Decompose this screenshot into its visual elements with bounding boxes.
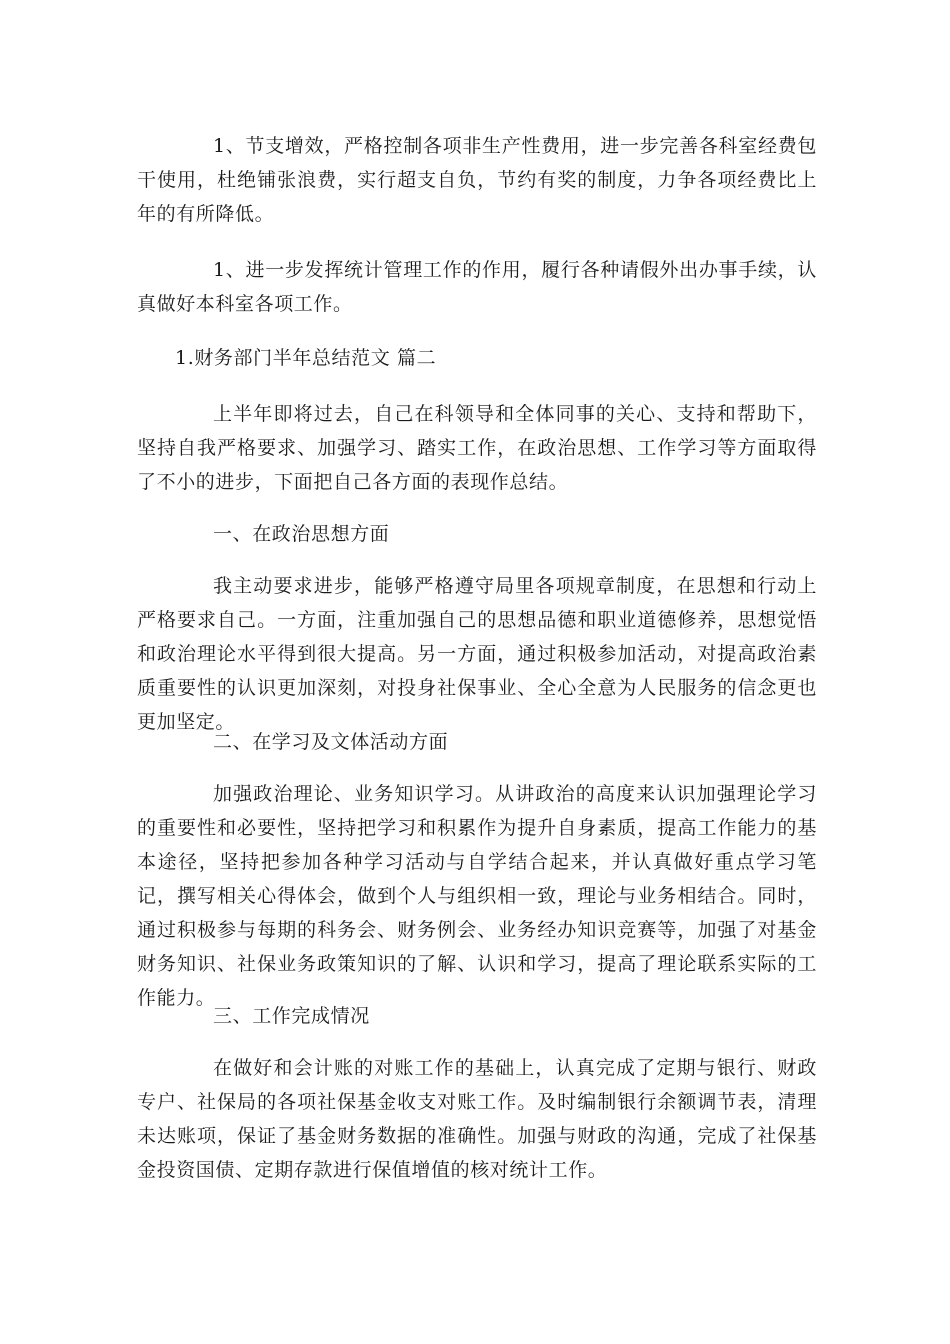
heading-work-completion: 三、工作完成情况 bbox=[213, 1005, 370, 1027]
paragraph-cost-saving: 1、节支增效，严格控制各项非生产性费用，进一步完善各科室经费包干使用，杜绝铺张浪费，实行超支自负，节约有奖的制度，力争各项经费比上年的有所降低。 bbox=[137, 135, 817, 225]
paragraph-half-year-intro: 上半年即将过去，自己在科领导和全体同事的关心、支持和帮助下，坚持自我严格要求、加强学习、踏实工作，在政治思想、工作学习等方面取得了不小的进步，下面把自己各方面的表现作总结。 bbox=[137, 403, 817, 493]
paragraph-political-thought: 我主动要求进步，能够严格遵守局里各项规章制度，在思想和行动上严格要求自己。一方面，注重加强自己的思想品德和职业道德修养，思想觉悟和政治理论水平得到很大提高。另一方面，通过积极参加活动，对提高政治素质重要性的认识更加深刻，对投身社保事业、全心全意为人民服务的信念更也更加坚定。 bbox=[137, 575, 817, 733]
paragraph-work-completion: 在做好和会计账的对账工作的基础上，认真完成了定期与银行、财政专户、社保局的各项社保基金收支对账工作。及时编制银行余额调节表，清理未达账项，保证了基金财务数据的准确性。加强与财政的沟通，完成了社保基金投资国债、定期存款进行保值增值的核对统计工作。 bbox=[137, 1057, 817, 1181]
heading-study-activities: 二、在学习及文体活动方面 bbox=[213, 731, 449, 753]
heading-political-thought: 一、在政治思想方面 bbox=[213, 523, 390, 545]
paragraph-study-activities: 加强政治理论、业务知识学习。从讲政治的高度来认识加强理论学习的重要性和必要性，坚持把学习和积累作为提升自身素质，提高工作能力的基本途径，坚持把参加各种学习活动与自学结合起来，并认真做好重点学习笔记，撰写相关心得体会，做到个人与组织相一致，理论与业务相结合。同时，通过积极参与每期的科务会、财务例会、业务经办知识竞赛等，加强了对基金财务知识、社保业务政策知识的了解、认识和学习，提高了理论联系实际的工作能力。 bbox=[137, 783, 817, 1009]
paragraph-statistics-management: 1、进一步发挥统计管理工作的作用，履行各种请假外出办事手续，认真做好本科室各项工作。 bbox=[137, 259, 817, 315]
section-title-part-two: 1.财务部门半年总结范文 篇二 bbox=[175, 347, 437, 369]
